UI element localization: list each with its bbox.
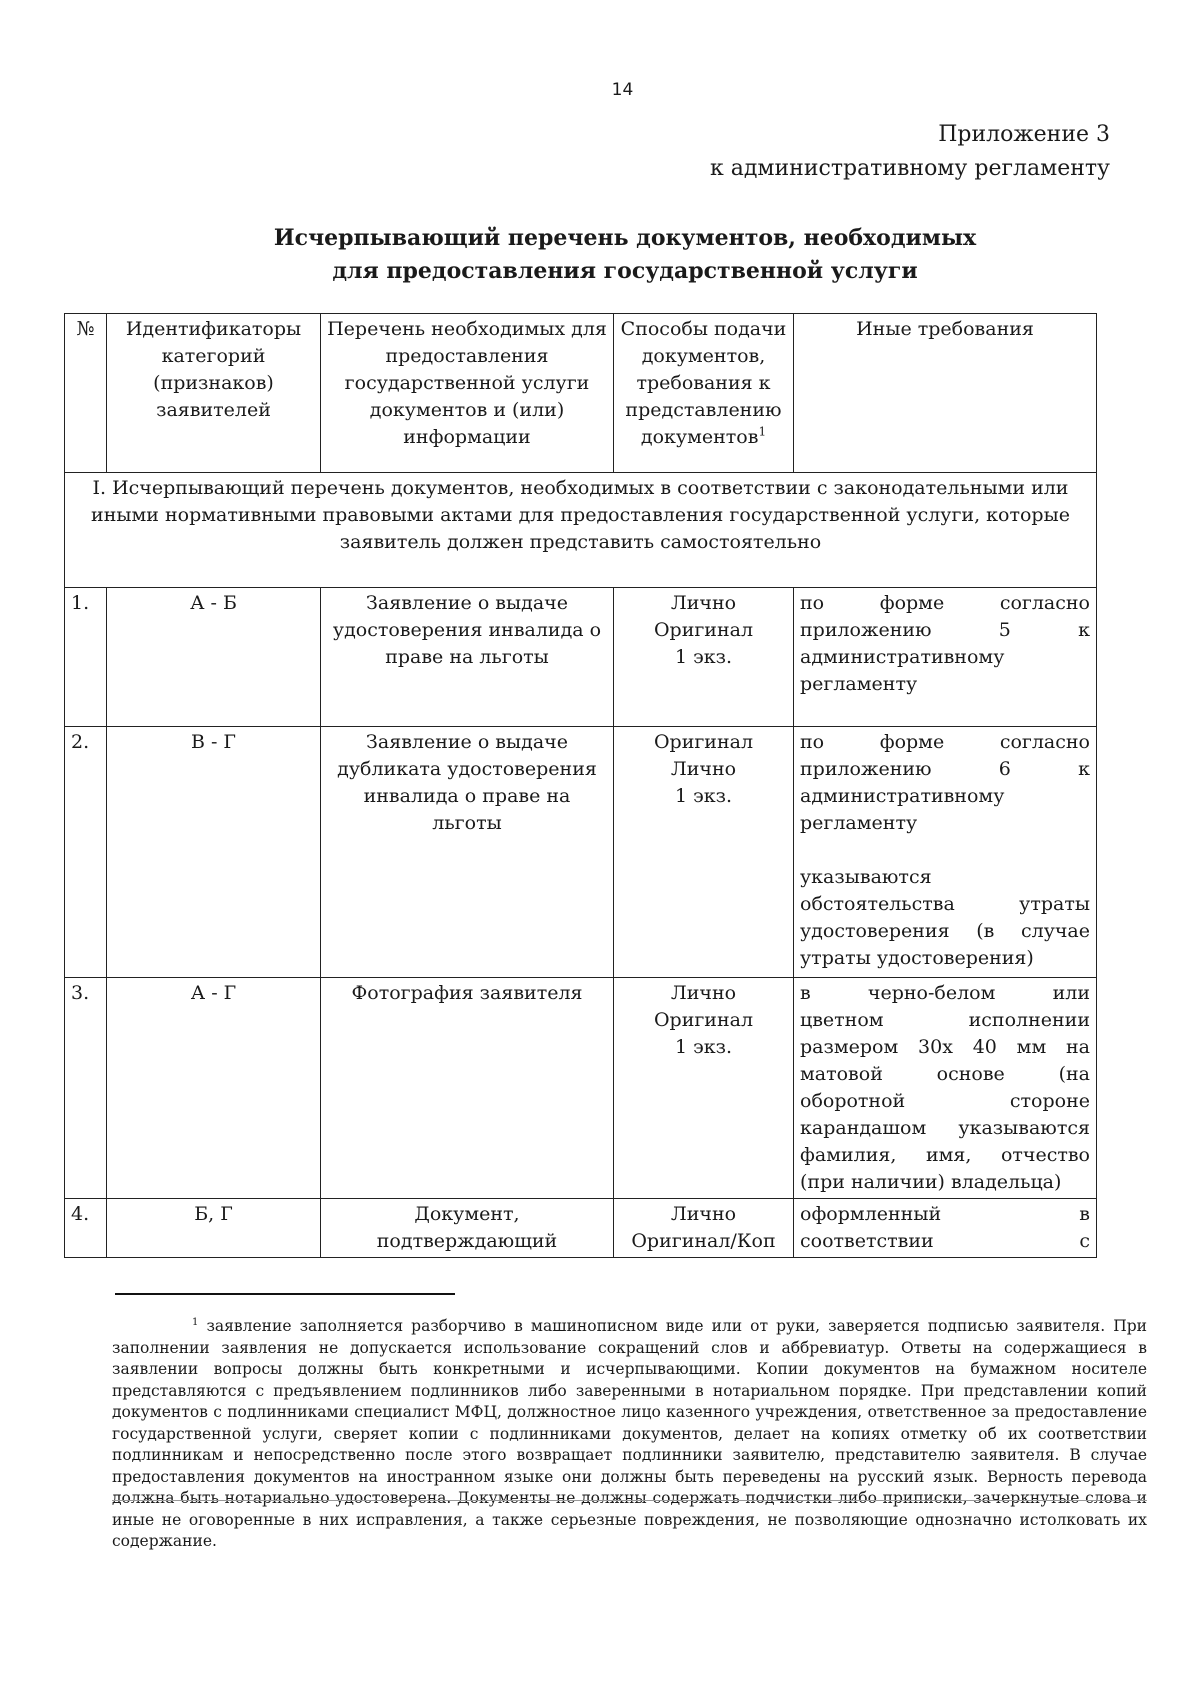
page-number: 14 xyxy=(611,80,634,100)
requirement-line: по форме согласно xyxy=(800,731,1090,753)
appendix-line-2: к административному регламенту xyxy=(709,156,1110,181)
document-line: подтверждающий xyxy=(376,1230,558,1252)
requirement-line: административному xyxy=(800,646,1005,668)
row-methods xyxy=(614,727,794,978)
title-line-2: для предоставления государственной услуги xyxy=(332,258,918,284)
requirement-line: соответствии с xyxy=(800,1230,1090,1252)
row-other-requirements xyxy=(794,727,1097,978)
row-other-requirements xyxy=(794,978,1097,1199)
row-document: Фотография заявителя xyxy=(321,978,614,1199)
row-methods xyxy=(614,1199,794,1258)
document-line: Документ, xyxy=(414,1203,520,1225)
header-documents: Перечень необходимых для предоставления государственной услуги документов и (или) информации xyxy=(321,314,614,473)
requirement-line: карандашом указываются xyxy=(800,1117,1090,1139)
requirement-line: обстоятельства утраты xyxy=(800,893,1090,915)
row-number: 3. xyxy=(65,978,107,1199)
requirement-line: приложению 5 к xyxy=(800,619,1090,641)
bottom-divider xyxy=(112,1500,1147,1501)
row-category: В - Г xyxy=(107,727,321,978)
header-methods xyxy=(614,314,794,473)
table-row xyxy=(65,727,1097,978)
requirement-line: размером 30х 40 мм на xyxy=(800,1036,1090,1058)
footnote-number: 1 xyxy=(192,1316,199,1328)
requirement-line: цветном исполнении xyxy=(800,1009,1090,1031)
requirement-line: удостоверения (в случае xyxy=(800,920,1090,942)
method-line: Оригинал xyxy=(653,731,754,753)
table-row xyxy=(65,1199,1097,1258)
requirement-line: фамилия, имя, отчество xyxy=(800,1144,1090,1166)
row-category: А - Г xyxy=(107,978,321,1199)
appendix-header xyxy=(710,118,1110,186)
requirement-line: утраты удостоверения) xyxy=(800,947,1034,969)
appendix-line-1: Приложение 3 xyxy=(938,122,1110,147)
documents-table xyxy=(64,313,1097,1258)
requirement-line: административному xyxy=(800,785,1005,807)
table-header-row xyxy=(65,314,1097,473)
requirement-line: указываются xyxy=(800,866,932,888)
requirement-line: оформленный в xyxy=(800,1203,1090,1225)
requirement-line: (при наличии) владельца) xyxy=(800,1171,1062,1193)
requirement-line: регламенту xyxy=(800,673,918,695)
method-line: Лично xyxy=(670,592,737,614)
method-line: Лично xyxy=(670,758,737,780)
row-methods xyxy=(614,978,794,1199)
footnote-separator xyxy=(115,1293,455,1295)
requirement-line: в черно-белом или xyxy=(800,982,1090,1004)
row-document: Заявление о выдаче дубликата удостоверения инвалида о праве на льготы xyxy=(321,727,614,978)
method-line: Лично xyxy=(670,1203,737,1225)
section-heading: I. Исчерпывающий перечень документов, необходимых в соответствии с законодательными или иными нормативными правовыми актами для предоставления государственной услуги, которые заявитель должен представить самостоятельно xyxy=(65,473,1097,588)
footnote-text: заявление заполняется разборчиво в машинописном виде или от руки, заверяется подписью заявителя. При заполнении заявления не допускается использование сокращений слов и аббревиатур. Ответы на содержащиеся в заявлении вопросы должны быть конкретными и исчерпывающими. Копии документов на бумажном носителе представляются с предъявлением подлинников либо заверенными в нотариальном порядке. При представлении копий документов с подлинниками специалист МФЦ, должностное лицо казенного учреждения, ответственное за предоставление государственной услуги, сверяет копии с подлинниками документов, делает на копиях отметку об их соответствии подлинникам и непосредственно после этого возвращает подлинники заявителю, представителю заявителя. В случае предоставления документов на иностранном языке они должны быть переведены на русский язык. Верность перевода должна быть нотариально удостоверена. Документы не должны содержать подчистки либо приписки, зачеркнутые слова и иные не оговоренные в них исправления, а также серьезные повреждения, не позволяющие однозначно истолковать их содержание. xyxy=(112,1317,1147,1550)
method-line: 1 экз. xyxy=(674,646,733,668)
row-methods xyxy=(614,588,794,727)
method-line: Оригинал xyxy=(653,619,754,641)
row-number: 4. xyxy=(65,1199,107,1258)
document-title xyxy=(60,222,1190,288)
method-line: Оригинал xyxy=(653,1009,754,1031)
row-category: Б, Г xyxy=(107,1199,321,1258)
footnote-mark: 1 xyxy=(758,424,767,439)
row-other-requirements xyxy=(794,588,1097,727)
row-number: 1. xyxy=(65,588,107,727)
requirement-spacer xyxy=(800,837,1090,864)
requirement-line: оборотной стороне xyxy=(800,1090,1090,1112)
method-line: 1 экз. xyxy=(674,785,733,807)
row-document: Заявление о выдаче удостоверения инвалида о праве на льготы xyxy=(321,588,614,727)
header-num: № xyxy=(65,314,107,473)
table-row xyxy=(65,588,1097,727)
requirement-line: матовой основе (на xyxy=(800,1063,1090,1085)
row-other-requirements xyxy=(794,1199,1097,1258)
footnote xyxy=(112,1316,1147,1553)
header-identifiers: Идентификаторы категорий (признаков) заявителей xyxy=(107,314,321,473)
table-row xyxy=(65,978,1097,1199)
row-number: 2. xyxy=(65,727,107,978)
requirement-line: по форме согласно xyxy=(800,592,1090,614)
section-row xyxy=(65,473,1097,588)
row-category: А - Б xyxy=(107,588,321,727)
title-line-1: Исчерпывающий перечень документов, необходимых xyxy=(273,225,977,251)
requirement-line: приложению 6 к xyxy=(800,758,1090,780)
requirement-line: регламенту xyxy=(800,812,918,834)
header-other: Иные требования xyxy=(794,314,1097,473)
method-line: Оригинал/Коп xyxy=(631,1230,776,1252)
row-document xyxy=(321,1199,614,1258)
header-methods-text: Способы подачи документов, требования к представлению документов xyxy=(620,318,787,448)
method-line: Лично xyxy=(670,982,737,1004)
method-line: 1 экз. xyxy=(674,1036,733,1058)
